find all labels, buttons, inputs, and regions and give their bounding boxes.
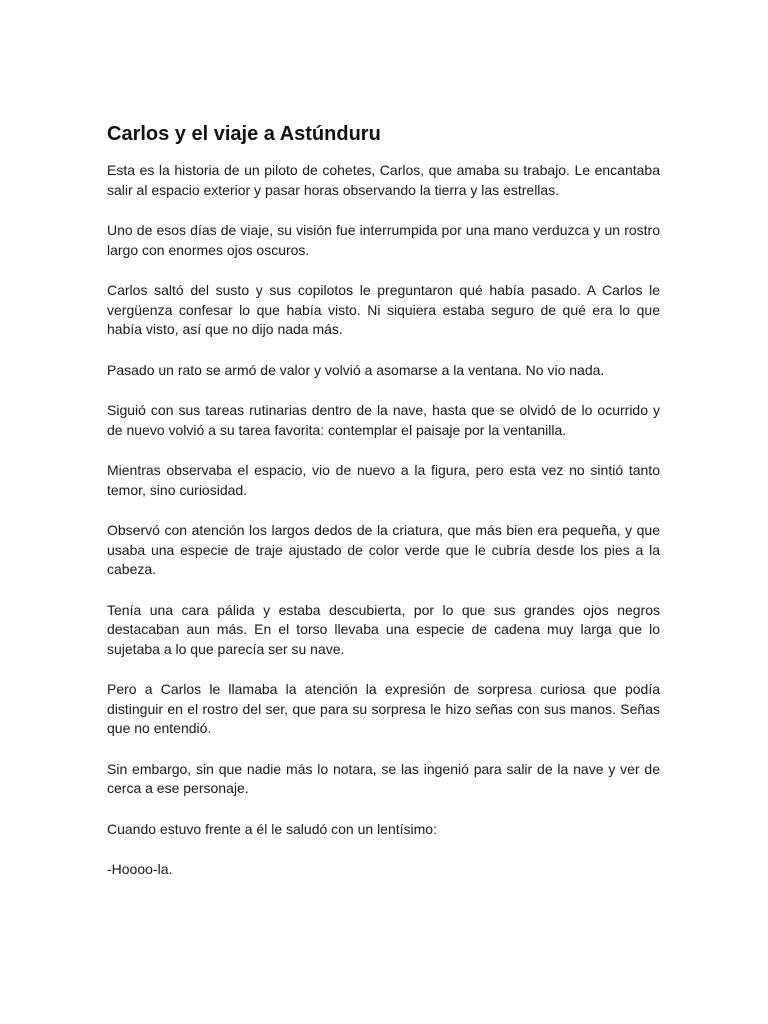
paragraph: Carlos saltó del susto y sus copilotos le preguntaron qué había pasado. A Carlos le vergüenza confesar lo que había visto. Ni siquiera estaba seguro de qué era lo que había visto, así que no dijo nada más. — [107, 282, 660, 337]
paragraph: Pasado un rato se armó de valor y volvió a asomarse a la ventana. No vio nada. — [107, 361, 605, 378]
paragraph: Sin embargo, sin que nadie más lo notara, se las ingenió para salir de la nave y ver de cerca a ese personaje. — [107, 760, 660, 796]
paragraph: Mientras observaba el espacio, vio de nuevo a la figura, pero esta vez no sintió tanto temor, sino curiosidad. — [107, 462, 660, 498]
paragraph: Cuando estuvo frente a él le saludó con un lentísimo: — [107, 820, 437, 837]
paragraph: Siguió con sus tareas rutinarias dentro de la nave, hasta que se olvidó de lo ocurrido y de nuevo volvió a su tarea favorita: contemplar el paisaje por la ventanilla. — [107, 402, 660, 438]
paragraph: -Hoooo-la. — [107, 861, 173, 877]
paragraph: Uno de esos días de viaje, su visión fue interrumpida por una mano verduzca y un rostro largo con enormes ojos oscuros. — [107, 222, 660, 258]
document-page — [107, 121, 660, 901]
paragraph: Pero a Carlos le llamaba la atención la expresión de sorpresa curiosa que podía distinguir en el rostro del ser, que para su sorpresa le hizo señas con sus manos. Señas que no entendió. — [107, 681, 660, 736]
paragraph: Esta es la historia de un piloto de cohetes, Carlos, que amaba su trabajo. Le encantaba salir al espacio exterior y pasar horas observando la tierra y las estrellas. — [107, 162, 660, 198]
paragraph: Observó con atención los largos dedos de la criatura, que más bien era pequeña, y que usaba una especie de traje ajustado de color verde que le cubría desde los pies a la cabeza. — [107, 522, 660, 577]
paragraph: Tenía una cara pálida y estaba descubierta, por lo que sus grandes ojos negros destacaban aun más. En el torso llevaba una especie de cadena muy larga que lo sujetaba a lo que parecía ser su nave. — [107, 601, 660, 657]
document-title: Carlos y el viaje a Astúnduru — [107, 123, 381, 145]
